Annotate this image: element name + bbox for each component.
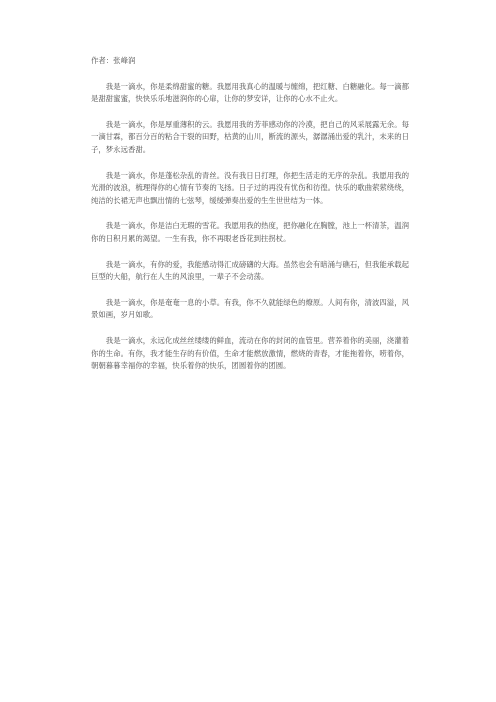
paragraph-2: 我是一滴水，你是厚重薄积的云。我愿用我的芳菲感动你的冷漠，把自己的风采展露无余。每一滴甘霖，都百分百的粘合干裂的田野，枯黄的山川，断流的源头，潺潺涌出爱的乳汁，未来的日子，梦永远香甜。 xyxy=(91,119,409,154)
paragraph-5: 我是一滴水，有你的爱，我能感动得汇成磅礴的大海。虽然也会有暗涌与礁石，但我能承载起巨型的大船，航行在人生的风浪里，一辈子不会动荡。 xyxy=(91,259,409,282)
paragraph-7: 我是一滴水，永远化成丝丝缕缕的鲜血，流动在你的封闭的血管里。营养着你的美丽，浇灌着你的生命。有你，我才能生存的有价值，生命才能燃放激情，燃烧的青春，才能拖着你，唠着你，朝朝暮暮幸福你的幸福，快乐着你的快乐，团圆着你的团圆。 xyxy=(91,335,409,371)
paragraph-4: 我是一滴水，你是洁白无瑕的雪花。我愿用我的热度，把你融化在胸膛，池上一杯清茶，温润你的日积月累的渴望。一生有我，你不再眼老昏花到拄拐杖。 xyxy=(91,221,409,243)
paragraph-6: 我是一滴水，你是奄奄一息的小草。有我，你不久就能绿色的燎原。人间有你，清波四溢，风景如画，岁月如歌。 xyxy=(91,297,409,320)
document-body xyxy=(91,55,409,386)
paragraph-3: 我是一滴水，你是蓬松杂乱的青丝。没有我日日打理，你把生活走的无序的杂乱。我愿用我的光滑的波浪，梳理得你的心情有节奏的飞扬。日子过的再没有忧伤和彷徨。快乐的歌曲萦萦绕绕，纯洁的长裙无声也飘出情的七弦琴，缓缓弹奏出爱的生生世世结为一体。 xyxy=(91,170,409,205)
author-line: 作者：张峰润 xyxy=(91,56,136,65)
paragraph-1: 我是一滴水，你是柔绵甜蜜的糖。我愿用我真心的温暖与缠绵，把红糖、白糖融化。每一滴都是甜甜蜜蜜，快快乐乐地滋润你的心扉，让你的梦安详，让你的心水不止火。 xyxy=(91,81,409,104)
